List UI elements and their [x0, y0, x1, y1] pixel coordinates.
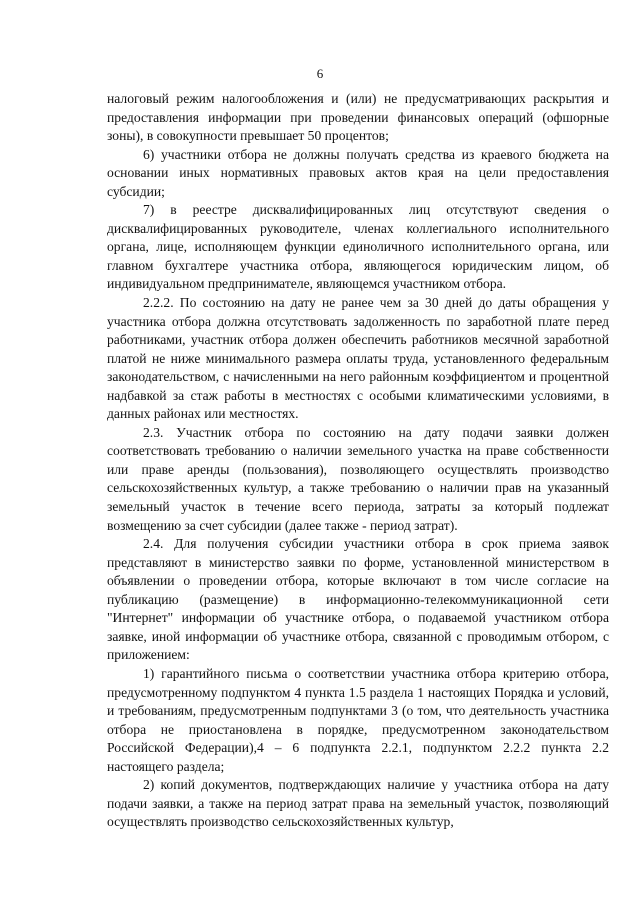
paragraph: 1) гарантийного письма о соответствии участника отбора критерию отбора, предусмотренному подпунктом 4 пункта 1.5 раздела 1 настоящих Порядка и условий, и требованиям, предусмотренным подпунктами 3 (о том, что деятельность участника отбора не приостановлена в порядке, предусмотренном законодательством Российской Федерации),4 – 6 подпункта 2.2.1, подпунктом 2.2.2 пункта 2.2 настоящего раздела; — [107, 665, 609, 774]
paragraph: 2.4. Для получения субсидии участники отбора в срок приема заявок представляют в министерство заявки по форме, установленной министерством в объявлении о проведении отбора, которые включают в том числе согласие на публикацию (размещение) в информационно-телекоммуникационной сети "Интернет" информации об участнике отбора, о подаваемой участником отбора заявке, иной информации об участнике отбора, связанной с проводимым отбором, с приложением: — [107, 536, 609, 663]
paragraph: 2.2.2. По состоянию на дату не ранее чем за 30 дней до даты обращения у участника отбора должна отсутствовать задолженность по заработной плате перед работниками, участник отбора должен обеспечить работников месячной заработной платой не ниже минимального размера оплаты труда, установленного федеральным законодательством, с начисленными на него районным коэффициентом и процентной надбавкой за стаж работы в местностях с особыми климатическими условиями, в данных районах или местностях. — [107, 295, 609, 422]
paragraph: 6) участники отбора не должны получать средства из краевого бюджета на основании иных нормативных правовых актов края на цели предоставления субсидии; — [107, 146, 609, 199]
paragraph: 2.3. Участник отбора по состоянию на дату подачи заявки должен соответствовать требованию о наличии земельного участка на праве собственности или праве аренды (пользования), позволяющего осуществлять производство сельскохозяйственных культур, а также требованию о наличии прав на указанный земельный участок в течение всего периода, затраты за который подлежат возмещению за счет субсидии (далее также - период затрат). — [107, 424, 609, 533]
paragraph: 7) в реестре дисквалифицированных лиц отсутствуют сведения о дисквалифицированных руководителе, членах коллегиального исполнительного органа, лице, исполняющем функции единоличного исполнительного органа, или главном бухгалтере участника отбора, являющегося юридическим лицом, об индивидуальном предпринимателе, являющемся участником отбора. — [107, 202, 609, 292]
paragraph: налоговый режим налогообложения и (или) не предусматривающих раскрытия и предоставления информации при проведении финансовых операций (офшорные зоны), в совокупности превышает 50 процентов; — [107, 91, 609, 144]
document-body — [107, 90, 609, 832]
paragraph: 2) копий документов, подтверждающих наличие у участника отбора на дату подачи заявки, а также на период затрат права на земельный участок, позволяющий осуществлять производство сельскохозяйственных культур, — [107, 777, 609, 830]
page-number: 6 — [316, 66, 324, 81]
